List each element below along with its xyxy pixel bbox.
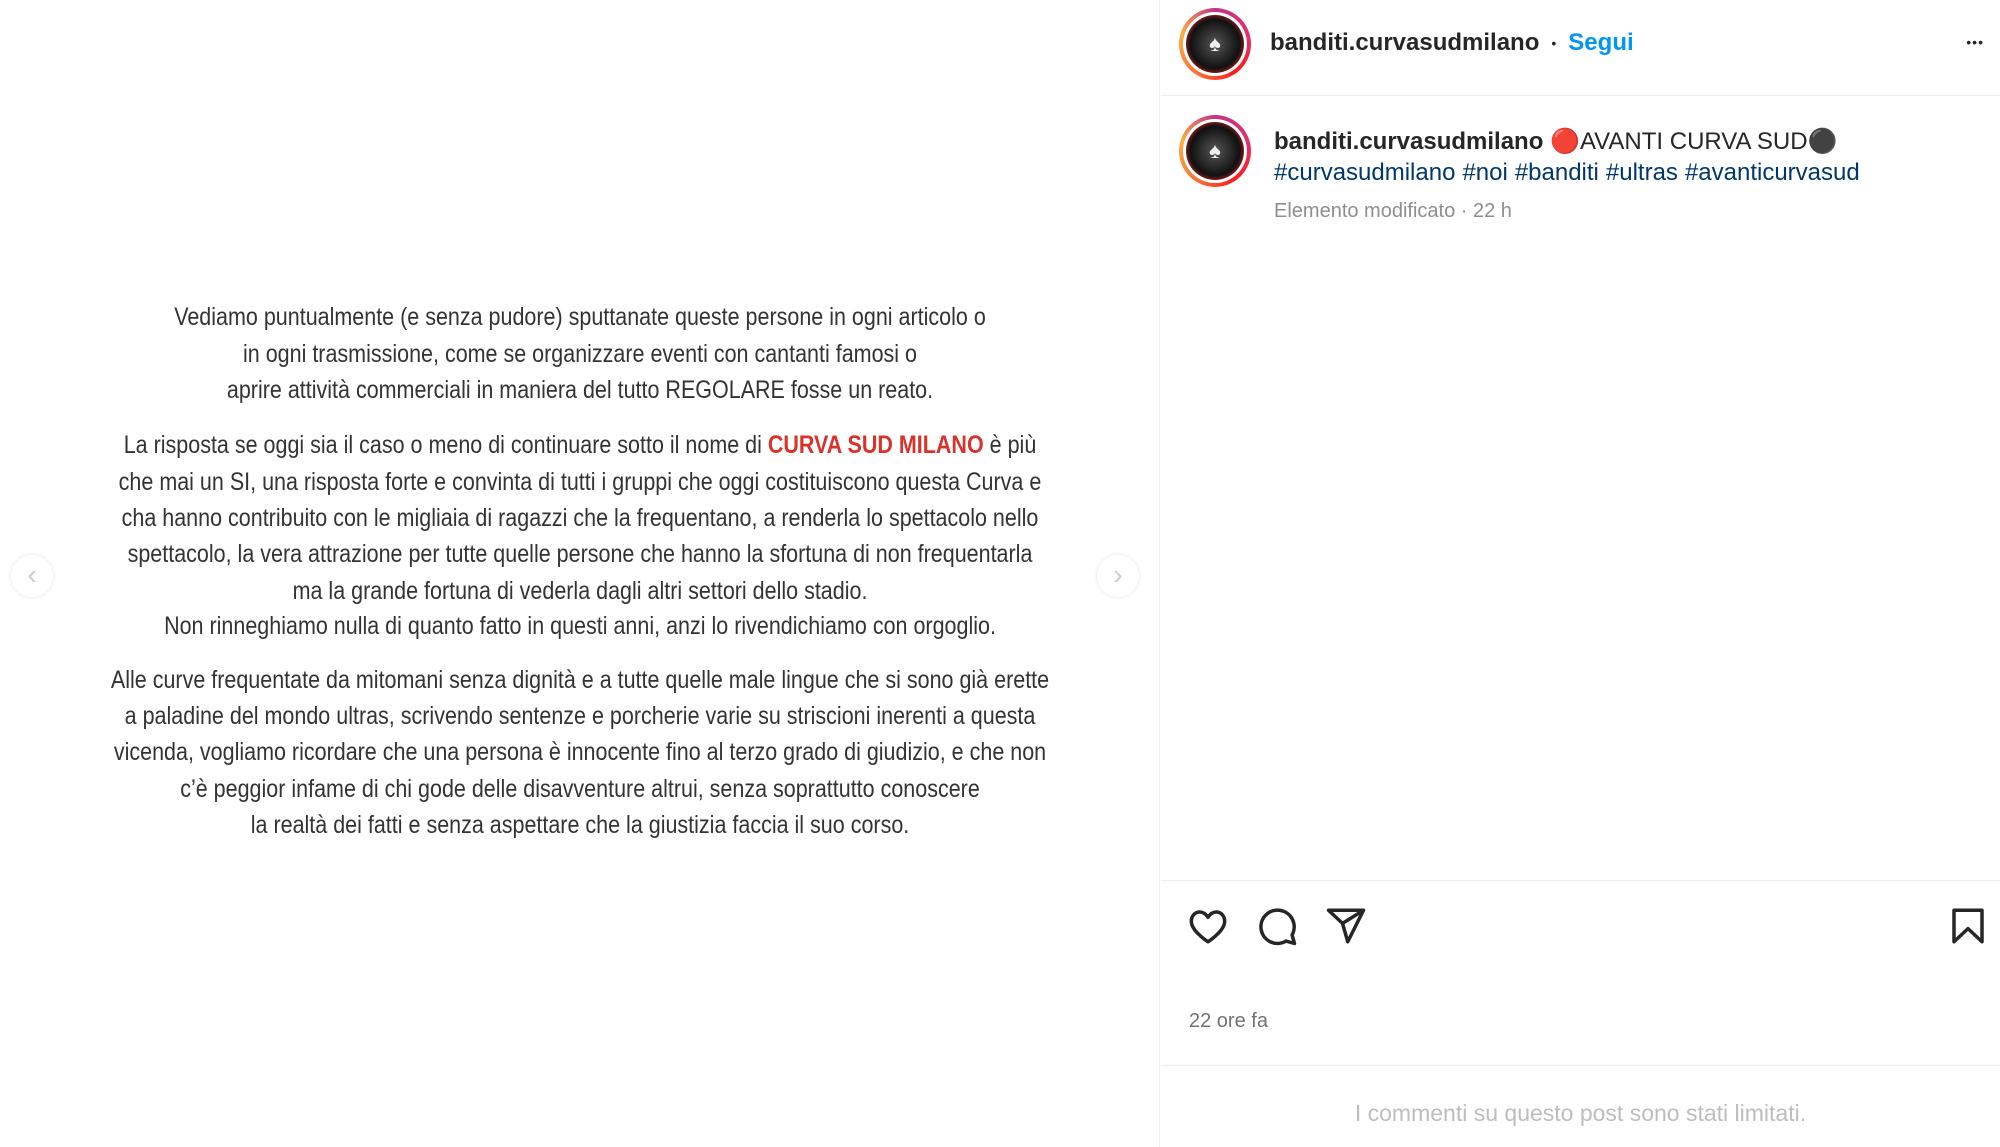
separator-dot: • (1551, 35, 1557, 51)
text-line: cha hanno contribuito con le migliaia di ragazzi che la frequentano, a renderla lo spettacolo nello (121, 504, 1039, 532)
text-line: Alle curve frequentate da mitomani senza dignità e a tutte quelle male lingue che si sono già erette (110, 666, 1050, 694)
header-username[interactable]: banditi.curvasudmilano (1270, 29, 1540, 56)
divider (1161, 1065, 2000, 1066)
text-line: c’è peggior infame di chi gode delle disavventure altrui, senza soprattutto conoscere (180, 775, 980, 803)
post-header (1161, 0, 2000, 96)
text-line: Vediamo puntualmente (e senza pudore) sputtanate queste persone in ogni articolo o (174, 303, 986, 331)
comments-limited-notice: I commenti su questo post sono stati limitati. (1354, 1100, 1807, 1126)
text-line: in ogni trasmissione, come se organizzare eventi con cantanti famosi o (242, 340, 917, 368)
more-options-icon[interactable]: ••• (1966, 34, 1984, 50)
divider (1161, 880, 2000, 881)
post-sidebar (1161, 0, 2000, 1147)
club-logo-icon: ♠ (1186, 122, 1244, 180)
follow-button[interactable]: Segui (1568, 29, 1634, 56)
text-line: che mai un SI, una risposta forte e convinta di tutti i gruppi che oggi costituiscono questa Curva e (118, 468, 1042, 496)
bookmark-icon[interactable] (1947, 905, 1989, 947)
text-segment: è più (983, 431, 1037, 459)
text-line: spettacolo, la vera attrazione per tutte quelle persone che hanno la sfortuna di non frequentarla (127, 540, 1033, 568)
hashtag-link[interactable]: #curvasudmilano (1274, 159, 1456, 186)
text-line: ma la grande fortuna di vederla dagli altri settori dello stadio. (292, 577, 868, 605)
hashtag-link[interactable]: #ultras (1605, 159, 1678, 186)
post-timestamp[interactable]: 22 ore fa (1189, 1010, 1268, 1032)
text-line: a paladine del mondo ultras, scrivendo sentenze e porcherie varie su striscioni inerenti a questa (124, 702, 1036, 730)
hashtag-link[interactable]: #noi (1462, 159, 1508, 186)
carousel-prev-button[interactable]: ‹ (11, 555, 53, 597)
hashtags (1274, 157, 1974, 188)
text-line: la realtà dei fatti e senza aspettare che la giustizia faccia il suo corso. (250, 811, 910, 839)
curva-sud-highlight: CURVA SUD MILANO (767, 431, 984, 459)
caption-avatar[interactable] (1179, 115, 1251, 187)
club-logo-icon: ♠ (1186, 15, 1244, 73)
hashtag-link[interactable]: #avanticurvasud (1684, 159, 1860, 186)
avatar[interactable] (1179, 8, 1251, 80)
carousel-next-button[interactable]: › (1097, 555, 1139, 597)
heart-icon[interactable] (1187, 905, 1229, 947)
text-line: aprire attività commerciali in maniera del tutto REGOLARE fosse un reato. (226, 376, 934, 404)
caption (1274, 126, 1974, 227)
comment-icon[interactable] (1256, 905, 1298, 947)
text-segment: La risposta se oggi sia il caso o meno di continuare sotto il nome di (123, 431, 768, 459)
caption-text: 🔴AVANTI CURVA SUD⚫ (1550, 128, 1838, 155)
caption-username[interactable]: banditi.curvasudmilano (1274, 128, 1544, 155)
share-icon[interactable] (1325, 905, 1367, 947)
text-line (81, 431, 1079, 460)
caption-meta: Elemento modificato · 22 h (1274, 200, 1512, 222)
text-line: vicenda, vogliamo ricordare che una persona è innocente fino al terzo grado di giudizio, e che non (113, 738, 1047, 766)
text-line: Non rinneghiamo nulla di quanto fatto in questi anni, anzi lo rivendichiamo con orgoglio. (164, 612, 996, 640)
hashtag-link[interactable]: #banditi (1514, 159, 1599, 186)
